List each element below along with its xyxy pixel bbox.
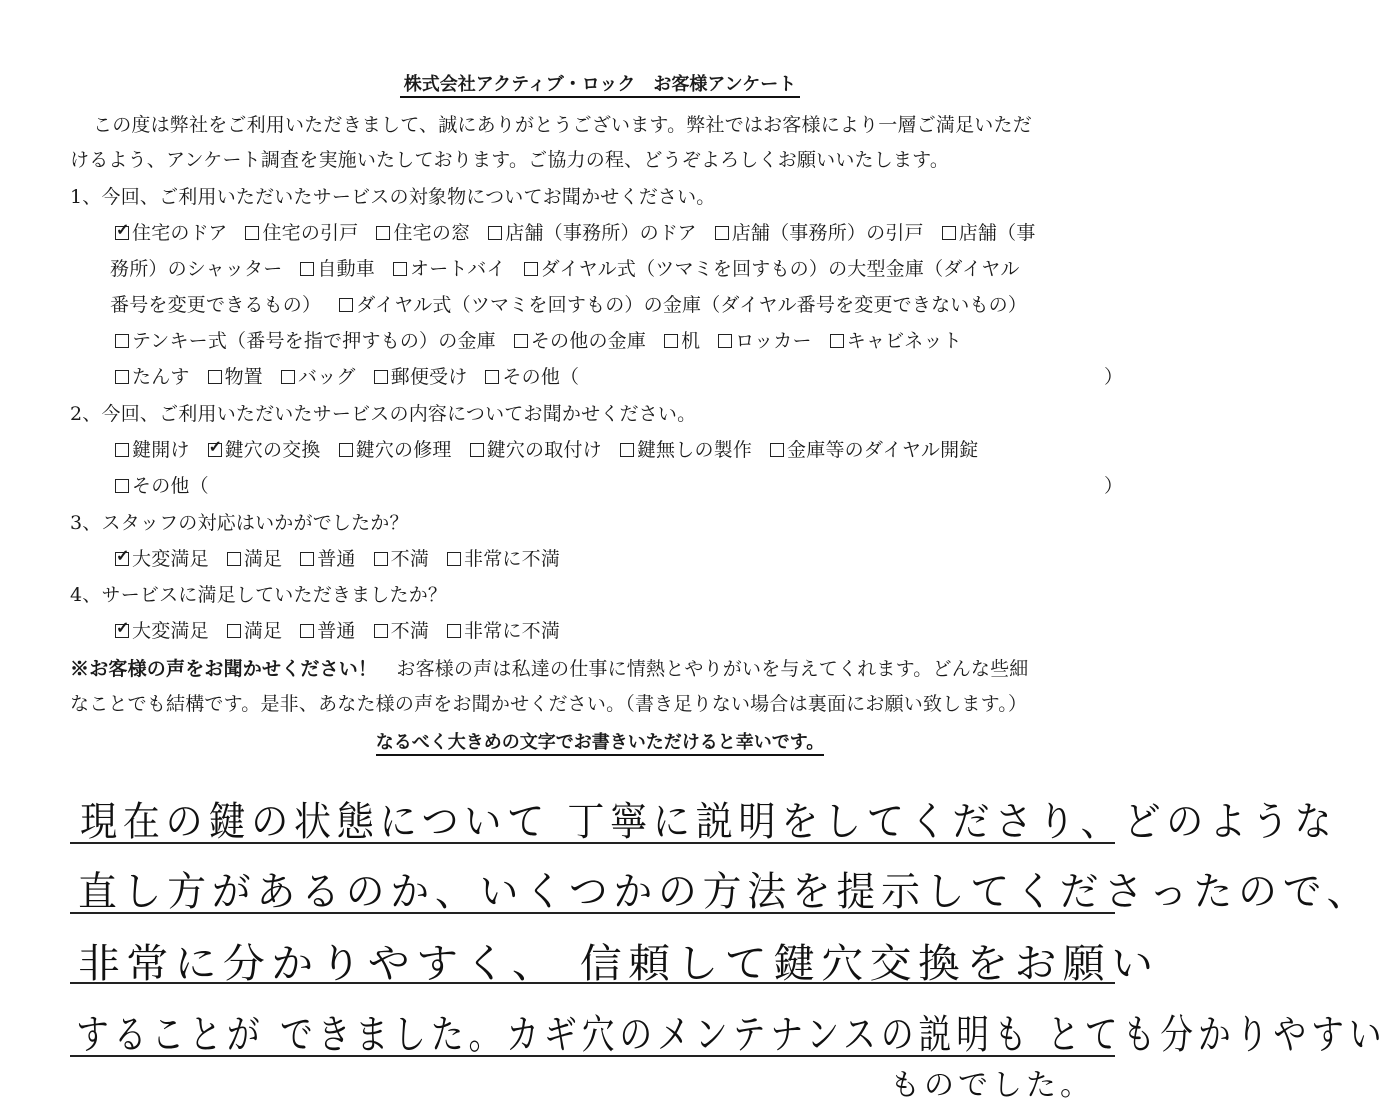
- q1-options-row-5: [115, 362, 597, 389]
- option-label: 鍵穴の修理: [355, 439, 452, 461]
- option-item[interactable]: [281, 362, 356, 389]
- checkbox-icon[interactable]: [115, 443, 129, 457]
- option-item[interactable]: [115, 218, 227, 245]
- option-label: たんす: [132, 366, 190, 388]
- option-item[interactable]: [374, 544, 429, 571]
- option-item[interactable]: [942, 218, 1036, 245]
- option-label: 物置: [224, 366, 264, 388]
- option-label: 金庫等のダイヤル開錠: [787, 439, 979, 461]
- option-item[interactable]: [227, 544, 282, 571]
- option-label: 大変満足: [132, 620, 209, 642]
- option-label: 非常に不満: [464, 620, 561, 642]
- checkbox-icon[interactable]: [374, 624, 388, 638]
- checkbox-icon[interactable]: [376, 226, 390, 240]
- checkbox-icon[interactable]: [830, 334, 844, 348]
- q4-options: [115, 616, 578, 643]
- q1-close-paren: ）: [1104, 366, 1124, 388]
- option-item[interactable]: [300, 254, 375, 281]
- checkbox-icon[interactable]: [485, 370, 499, 384]
- handwritten-line-4: することが できました。カギ穴のメンテナンスの説明も とても分かりやすい: [76, 1012, 1387, 1058]
- option-label: 自動車: [317, 258, 376, 280]
- q3-question: 3、スタッフの対応はいかがでしたか？: [70, 512, 409, 534]
- option-item[interactable]: [115, 471, 209, 498]
- option-label: 大変満足: [132, 548, 209, 570]
- option-item[interactable]: [115, 362, 190, 389]
- voice-text-1: お客様の声は私達の仕事に情熱とやりがいを与えてくれます。どんな些細: [396, 658, 1029, 680]
- checkbox-icon[interactable]: [447, 624, 461, 638]
- option-item[interactable]: [770, 435, 978, 462]
- option-item[interactable]: [514, 326, 646, 353]
- option-item[interactable]: [245, 218, 358, 245]
- option-label: その他の金庫: [530, 330, 647, 352]
- q1-options-row-2: [110, 254, 1038, 281]
- survey-title: 株式会社アクティブ・ロック お客様アンケート: [0, 70, 1200, 96]
- option-item[interactable]: [300, 616, 355, 643]
- option-label: 店舗（事務所）の引戸: [731, 222, 924, 244]
- option-item[interactable]: [664, 326, 700, 353]
- checkbox-icon[interactable]: [115, 334, 129, 348]
- q3-options: [115, 544, 578, 571]
- option-label: 住宅の窓: [393, 222, 471, 244]
- checkbox-icon[interactable]: [942, 226, 956, 240]
- q4-question: 4、サービスに満足していただきましたか？: [70, 584, 448, 606]
- checkbox-icon[interactable]: [393, 262, 407, 276]
- voice-line-2: なことでも結構です。是非、あなた様の声をお聞かせください。（書き足りない場合は裏面にお願い致します。）: [70, 693, 1028, 715]
- checked-checkbox-icon[interactable]: [115, 226, 129, 240]
- checkbox-icon[interactable]: [718, 334, 732, 348]
- option-item[interactable]: [227, 616, 282, 643]
- q1-options-row-4: [115, 326, 980, 353]
- option-item[interactable]: [374, 362, 468, 389]
- option-label: テンキー式（番号を指で押すもの）の金庫: [132, 330, 496, 352]
- option-item[interactable]: [718, 326, 811, 353]
- checkbox-icon[interactable]: [488, 226, 502, 240]
- checkbox-icon[interactable]: [339, 443, 353, 457]
- voice-line-1: [70, 654, 1029, 681]
- checked-checkbox-icon[interactable]: [208, 443, 222, 457]
- checkbox-icon[interactable]: [524, 262, 538, 276]
- option-label: 鍵開け: [132, 439, 190, 461]
- checkbox-icon[interactable]: [715, 226, 729, 240]
- checkbox-icon[interactable]: [447, 552, 461, 566]
- option-item[interactable]: [208, 362, 263, 389]
- checkbox-icon[interactable]: [115, 479, 129, 493]
- option-item[interactable]: [300, 544, 355, 571]
- option-label: 鍵穴の取付け: [486, 439, 602, 461]
- checkbox-icon[interactable]: [208, 370, 222, 384]
- option-label: 満足: [243, 620, 283, 642]
- q1-options-row-1: [115, 218, 1054, 245]
- option-label: 務所）のシャッター: [110, 258, 283, 280]
- option-item[interactable]: [374, 616, 429, 643]
- option-item[interactable]: [115, 616, 209, 643]
- checkbox-icon[interactable]: [115, 370, 129, 384]
- option-label: 住宅の引戸: [262, 222, 359, 244]
- q2-options-row-1: [115, 435, 996, 462]
- option-label: ロッカー: [735, 330, 812, 352]
- intro-line-2: けるよう、アンケート調査を実施いたしております。ご協力の程、どうぞよろしくお願いいたします。: [70, 149, 950, 171]
- checkbox-icon[interactable]: [374, 370, 388, 384]
- option-item[interactable]: [339, 290, 1027, 317]
- checkbox-icon[interactable]: [374, 552, 388, 566]
- handwritten-line-1: 現在の鍵の状態について 丁寧に説明をしてくださり、どのような: [80, 799, 1338, 845]
- checkbox-icon[interactable]: [300, 624, 314, 638]
- checked-checkbox-icon[interactable]: [115, 624, 129, 638]
- handwritten-line-2: 直し方があるのか、いくつかの方法を提示してくださったので、: [78, 869, 1372, 915]
- option-item[interactable]: [115, 326, 496, 353]
- checked-checkbox-icon[interactable]: [115, 552, 129, 566]
- handwritten-line-5: ものでした。: [890, 1068, 1094, 1103]
- option-item[interactable]: [470, 435, 602, 462]
- option-label: 満足: [243, 548, 283, 570]
- option-label: オートバイ: [410, 258, 506, 280]
- option-item[interactable]: [393, 254, 506, 281]
- option-label: 普通: [317, 620, 356, 642]
- option-label: 住宅のドア: [132, 222, 228, 244]
- checkbox-icon[interactable]: [620, 443, 634, 457]
- option-label: バッグ: [298, 366, 356, 388]
- checkbox-icon[interactable]: [514, 334, 528, 348]
- checkbox-icon[interactable]: [300, 552, 314, 566]
- option-label: 店舗（事: [958, 222, 1036, 244]
- q1-options-row-3: [110, 290, 1045, 317]
- option-item[interactable]: [524, 254, 1020, 281]
- option-item[interactable]: [830, 326, 962, 353]
- option-item[interactable]: [620, 435, 752, 462]
- option-item[interactable]: [110, 254, 282, 281]
- option-label: 机: [681, 330, 701, 352]
- checkbox-icon[interactable]: [770, 443, 784, 457]
- option-label: その他（: [132, 475, 209, 497]
- handwritten-line-3: 非常に分かりやすく、 信頼して鍵穴交換をお願い: [78, 941, 1160, 987]
- option-label: ダイヤル式（ツマミを回すもの）の金庫（ダイヤル番号を変更できないもの）: [356, 294, 1028, 316]
- voice-note: なるべく大きめの文字でお書きいただけると幸いです。: [0, 728, 1200, 754]
- option-label: 不満: [390, 620, 430, 642]
- option-label: ダイヤル式（ツマミを回すもの）の大型金庫（ダイヤル: [540, 258, 1020, 280]
- checkbox-icon[interactable]: [245, 226, 259, 240]
- option-item[interactable]: [715, 218, 924, 245]
- option-item[interactable]: [110, 290, 321, 317]
- option-label: 普通: [317, 548, 356, 570]
- option-item[interactable]: [115, 544, 209, 571]
- checkbox-icon[interactable]: [664, 334, 678, 348]
- checkbox-icon[interactable]: [281, 370, 295, 384]
- option-label: 店舗（事務所）のドア: [505, 222, 697, 244]
- option-item[interactable]: [376, 218, 470, 245]
- option-item[interactable]: [339, 435, 452, 462]
- option-item[interactable]: [208, 435, 321, 462]
- voice-heading: ※お客様の声をお聞かせください！: [70, 658, 378, 680]
- option-label: 番号を変更できるもの）: [110, 294, 322, 316]
- option-item[interactable]: [485, 362, 579, 389]
- intro-line-1: この度は弊社をご利用いただきまして、誠にありがとうございます。弊社ではお客様により一層ご満足いただ: [93, 114, 1032, 136]
- option-label: キャビネット: [846, 330, 962, 352]
- option-label: 郵便受け: [390, 366, 468, 388]
- checkbox-icon[interactable]: [300, 262, 314, 276]
- option-label: その他（: [502, 366, 580, 388]
- q2-options-row-2: [115, 471, 227, 498]
- option-label: 鍵無しの製作: [636, 439, 753, 461]
- checkbox-icon[interactable]: [339, 298, 353, 312]
- option-label: 不満: [390, 548, 430, 570]
- option-item[interactable]: [115, 435, 190, 462]
- q1-question: 1、今回、ご利用いただいたサービスの対象物についてお聞かせください。: [70, 186, 716, 208]
- option-item[interactable]: [488, 218, 696, 245]
- option-item[interactable]: [447, 544, 560, 571]
- checkbox-icon[interactable]: [227, 624, 241, 638]
- checkbox-icon[interactable]: [470, 443, 484, 457]
- option-item[interactable]: [447, 616, 560, 643]
- checkbox-icon[interactable]: [227, 552, 241, 566]
- option-label: 鍵穴の交換: [224, 439, 321, 461]
- q2-close-paren: ）: [1104, 475, 1124, 497]
- q2-question: 2、今回、ご利用いただいたサービスの内容についてお聞かせください。: [70, 403, 697, 425]
- option-label: 非常に不満: [464, 548, 561, 570]
